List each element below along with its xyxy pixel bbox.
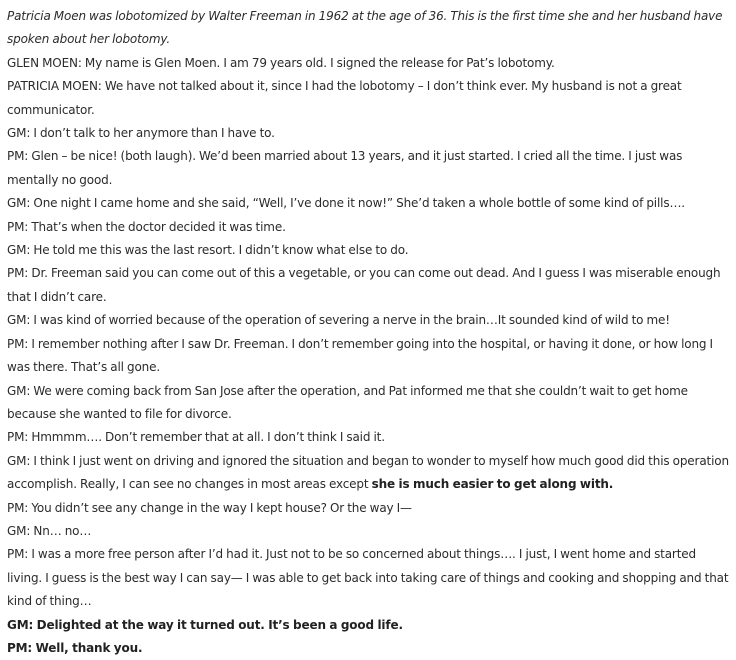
- line-text: GM: I don’t talk to her anymore than I have to.: [7, 126, 275, 141]
- line-text: GM: I was kind of worried because of the operation of severing a nerve in the brain…It sounded kind of wild to me!: [7, 313, 670, 328]
- line-bold-text: she is much easier to get along with.: [371, 477, 614, 492]
- line-text: GM: We were coming back from San Jose after the operation, and Pat informed me that she couldn’t wait to get home because she wanted to file for divorce.: [7, 383, 688, 421]
- line-text: PM: Hmmmm…. Don’t remember that at all. I don’t think I said it.: [7, 430, 385, 445]
- transcript-line: [7, 520, 733, 543]
- transcript-line: [7, 262, 733, 309]
- transcript-line: [7, 614, 733, 637]
- line-text: GM: He told me this was the last resort. I didn’t know what else to do.: [7, 243, 409, 258]
- line-text: PM: I remember nothing after I saw Dr. Freeman. I don’t remember going into the hospital, or having it done, or how long I was there. That’s all gone.: [7, 336, 713, 375]
- line-text: GLEN MOEN: My name is Glen Moen. I am 79 years old. I signed the release for Pat’s lobotomy.: [7, 55, 555, 70]
- line-text: PM: That’s when the doctor decided it was time.: [7, 219, 286, 234]
- transcript-line: [7, 380, 733, 427]
- line-bold-text: PM: Well, thank you.: [7, 640, 143, 655]
- transcript-line: [7, 497, 733, 520]
- line-text: PM: You didn’t see any change in the way I kept house? Or the way I—: [7, 500, 412, 515]
- article-body: [7, 5, 733, 660]
- transcript-line: [7, 543, 733, 613]
- transcript-line: [7, 333, 733, 380]
- transcript-line: [7, 75, 733, 122]
- line-text: PM: I was a more free person after I’d had it. Just not to be so concerned about things…. I just, I went home and started living. I guess is the best way I can say— I was able to get back into taking care of things and cooking and shopping and that kind of thing…: [7, 547, 729, 609]
- line-text: GM: One night I came home and she said, “Well, I’ve done it now!” She’d taken a whole bottle of some kind of pills….: [7, 196, 685, 211]
- transcript-line: [7, 216, 733, 239]
- line-text: GM: I think I just went on driving and ignored the situation and began to wonder to myself how much good did this operation accomplish. Really, I can see no changes in most areas except: [7, 453, 729, 492]
- line-text: PM: Glen – be nice! (both laugh). We’d been married about 13 years, and it just started. I cried all the time. I just was mentally no good.: [7, 149, 683, 187]
- transcript-line: [7, 145, 733, 192]
- line-text: PATRICIA MOEN: We have not talked about it, since I had the lobotomy – I don’t think ever. My husband is not a great communicator.: [7, 79, 682, 117]
- intro-paragraph: Patricia Moen was lobotomized by Walter Freeman in 1962 at the age of 36. This is the first time she and her husband have spoken about her lobotomy.: [7, 9, 723, 47]
- transcript-line: [7, 122, 733, 145]
- transcript-line: [7, 426, 733, 449]
- line-text: PM: Dr. Freeman said you can come out of this a vegetable, or you can come out dead. And I guess I was miserable enough that I didn’t care.: [7, 266, 721, 304]
- transcript-line: [7, 309, 733, 332]
- transcript-line: [7, 192, 733, 215]
- transcript-line: [7, 52, 733, 75]
- transcript-line: [7, 450, 733, 497]
- line-text: GM: Nn… no…: [7, 523, 92, 538]
- transcript-line: [7, 239, 733, 262]
- line-bold-text: GM: Delighted at the way it turned out. It’s been a good life.: [7, 617, 403, 632]
- transcript-line: [7, 637, 733, 660]
